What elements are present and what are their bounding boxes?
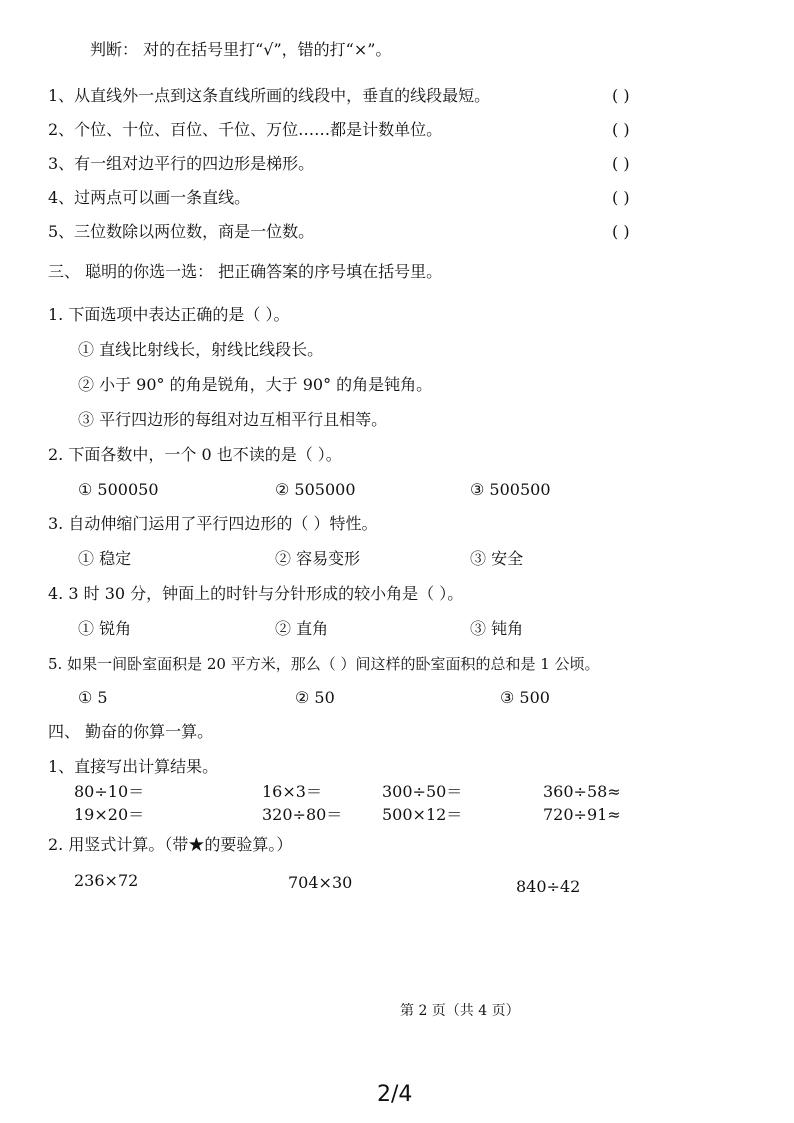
section-3-title: 三、 聪明的你选一选： 把正确答案的序号填在括号里。: [48, 262, 443, 281]
q5-option-1: ① 5: [78, 688, 108, 707]
calc-2-3: 500×12＝: [382, 805, 463, 824]
q1-stem: 1. 下面选项中表达正确的是（ ）。: [48, 305, 290, 324]
q5-option-3: ③ 500: [500, 688, 550, 707]
pager-indicator: 2/4: [377, 1082, 413, 1107]
judgment-answer-5[interactable]: ( ): [612, 222, 630, 241]
calc-2-2: 320÷80＝: [262, 805, 343, 824]
judgment-answer-3[interactable]: ( ): [612, 154, 630, 173]
page-number-label: 第 2 页（共 4 页）: [400, 1003, 520, 1019]
judgment-item-5: 5、三位数除以两位数，商是一位数。: [48, 222, 315, 241]
q1-option-2: ② 小于 90° 的角是锐角，大于 90° 的角是钝角。: [78, 375, 433, 394]
q1-option-1: ① 直线比射线长，射线比线段长。: [78, 340, 324, 359]
calc-2-1: 19×20＝: [74, 805, 145, 824]
q3-option-1: ① 稳定: [78, 549, 132, 568]
vertical-calc-3: 840÷42: [516, 877, 581, 896]
q4-stem: 4. 3 时 30 分，钟面上的时针与分针形成的较小角是（ ）。: [48, 584, 464, 603]
q4-option-1: ① 锐角: [78, 619, 132, 638]
judgment-item-2: 2、个位、十位、百位、千位、万位……都是计数单位。: [48, 120, 443, 139]
q4-option-2: ② 直角: [275, 619, 329, 638]
calc-2-4: 720÷91≈: [543, 805, 621, 824]
judgment-item-4: 4、过两点可以画一条直线。: [48, 188, 251, 207]
vertical-calc-2: 704×30: [288, 873, 353, 892]
q2-option-3: ③ 500500: [470, 480, 551, 499]
q1-option-3: ③ 平行四边形的每组对边互相平行且相等。: [78, 410, 388, 429]
q3-option-3: ③ 安全: [470, 549, 524, 568]
judgment-answer-4[interactable]: ( ): [612, 188, 630, 207]
judgment-answer-2[interactable]: ( ): [612, 120, 630, 139]
calc-1-4: 360÷58≈: [543, 782, 621, 801]
q3-stem: 3. 自动伸缩门运用了平行四边形的（ ）特性。: [48, 514, 378, 533]
calc-1-2: 16×3＝: [262, 782, 322, 801]
q2-stem: 2. 下面各数中，一个 0 也不读的是（ ）。: [48, 445, 342, 464]
judgment-item-1: 1、从直线外一点到这条直线所画的线段中，垂直的线段最短。: [48, 86, 491, 105]
judgment-answer-1[interactable]: ( ): [612, 86, 630, 105]
section-4-title: 四、 勤奋的你算一算。: [48, 722, 214, 741]
q3-option-2: ② 容易变形: [275, 549, 361, 568]
q4-option-3: ③ 钝角: [470, 619, 524, 638]
q2-option-2: ② 505000: [275, 480, 356, 499]
q5-stem: 5. 如果一间卧室面积是 20 平方米，那么（ ）间这样的卧室面积的总和是 1 公顷。: [48, 655, 600, 673]
calc-1-3: 300÷50＝: [382, 782, 463, 801]
section-4-sub-1: 1、直接写出计算结果。: [48, 757, 219, 776]
q2-option-1: ① 500050: [78, 480, 159, 499]
section-4-sub-2: 2. 用竖式计算。（带★的要验算。）: [48, 835, 293, 854]
judgment-item-3: 3、有一组对边平行的四边形是梯形。: [48, 154, 315, 173]
vertical-calc-1: 236×72: [74, 871, 139, 890]
calc-1-1: 80÷10＝: [74, 782, 145, 801]
judgment-title: 判断： 对的在括号里打“√”，错的打“×”。: [90, 40, 392, 59]
q5-option-2: ② 50: [295, 688, 335, 707]
